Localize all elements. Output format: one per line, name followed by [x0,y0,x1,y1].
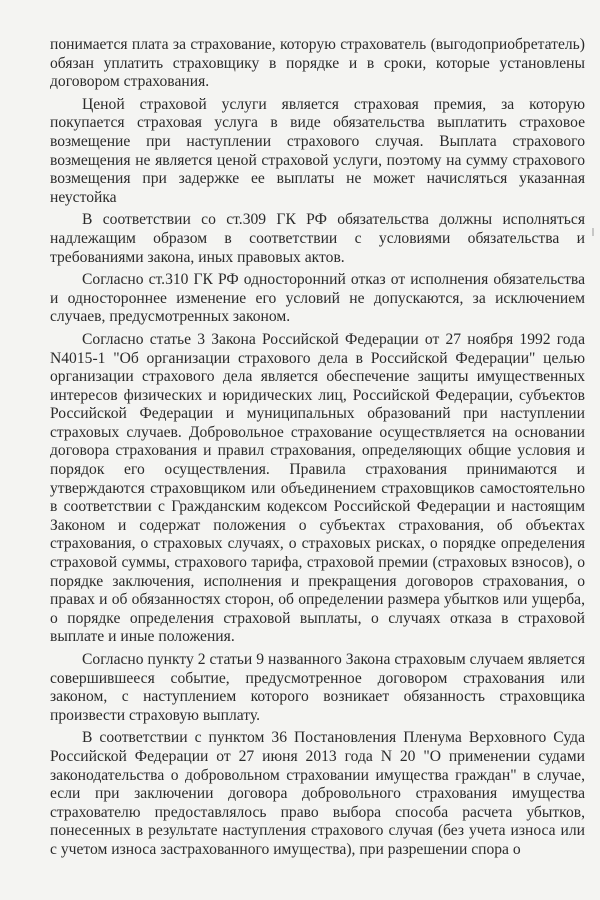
document-body [50,36,585,864]
scan-artifact [592,228,594,236]
paragraph-6: Согласно пункту 2 статьи 9 названного Закона страховым случаем является совершившееся событие, предусмотренное договором страхования или законом, с наступлением которого возникает обязанность страховщика произвести страховую выплату. [50,651,585,724]
paragraph-2: Ценой страховой услуги является страховая премия, за которую покупается страховая услуга в виде обязательства выплатить страховое возмещение при наступлении страхового случая. Выплата страхового возмещения не является ценой страховой услуги, поэтому на сумму страхового возмещения при задержке ее выплаты не может начисляться указанная неустойка [50,95,585,206]
paragraph-3: В соответствии со ст.309 ГК РФ обязательства должны исполняться надлежащим образом в соответствии с условиями обязательства и требованиями закона, иных правовых актов. [50,211,585,266]
paragraph-7: В соответствии с пунктом 36 Постановления Пленума Верховного Суда Российской Федерации от 27 июня 2013 года N 20 "О применении судами законодательства о добровольном страховании имущества граждан" в случае, если при заключении договора добровольного страхования имущества страхователю предоставлялось право выбора способа расчета убытков, понесенных в результате наступления страхового случая (без учета износа или с учетом износа застрахованного имущества), при разрешении спора о [50,729,585,858]
paragraph-1: понимается плата за страхование, которую страхователь (выгодоприобретатель) обязан уплатить страховщику в порядке и в сроки, которые установлены договором страхования. [50,36,585,91]
paragraph-5: Согласно статье 3 Закона Российской Федерации от 27 ноября 1992 года N4015-1 "Об организации страхового дела в Российской Федерации" целью организации страхового дела является обеспечение защиты имущественных интересов физических и юридических лиц, Российской Федерации, субъектов Российской Федерации и муниципальных образований при наступлении страховых случаев. Добровольное страхование осуществляется на основании договора страхования и правил страхования, определяющих общие условия и порядок его осуществления. Правила страхования принимаются и утверждаются страховщиком или объединением страховщиков самостоятельно в соответствии с Гражданским кодексом Российской Федерации и настоящим Законом и содержат положения о субъектах страхования, об объектах страхования, о страховых случаях, о страховых рисках, о порядке определения страховой суммы, страхового тарифа, страховой премии (страховых взносов), о порядке заключения, исполнения и прекращения договоров страхования, о правах и об обязанностях сторон, об определении размера убытков или ущерба, о порядке определения страховой выплаты, о случаях отказа в страховой выплате и иные положения. [50,330,585,646]
paragraph-4: Согласно ст.310 ГК РФ односторонний отказ от исполнения обязательства и одностороннее изменение его условий не допускаются, за исключением случаев, предусмотренных законом. [50,271,585,326]
